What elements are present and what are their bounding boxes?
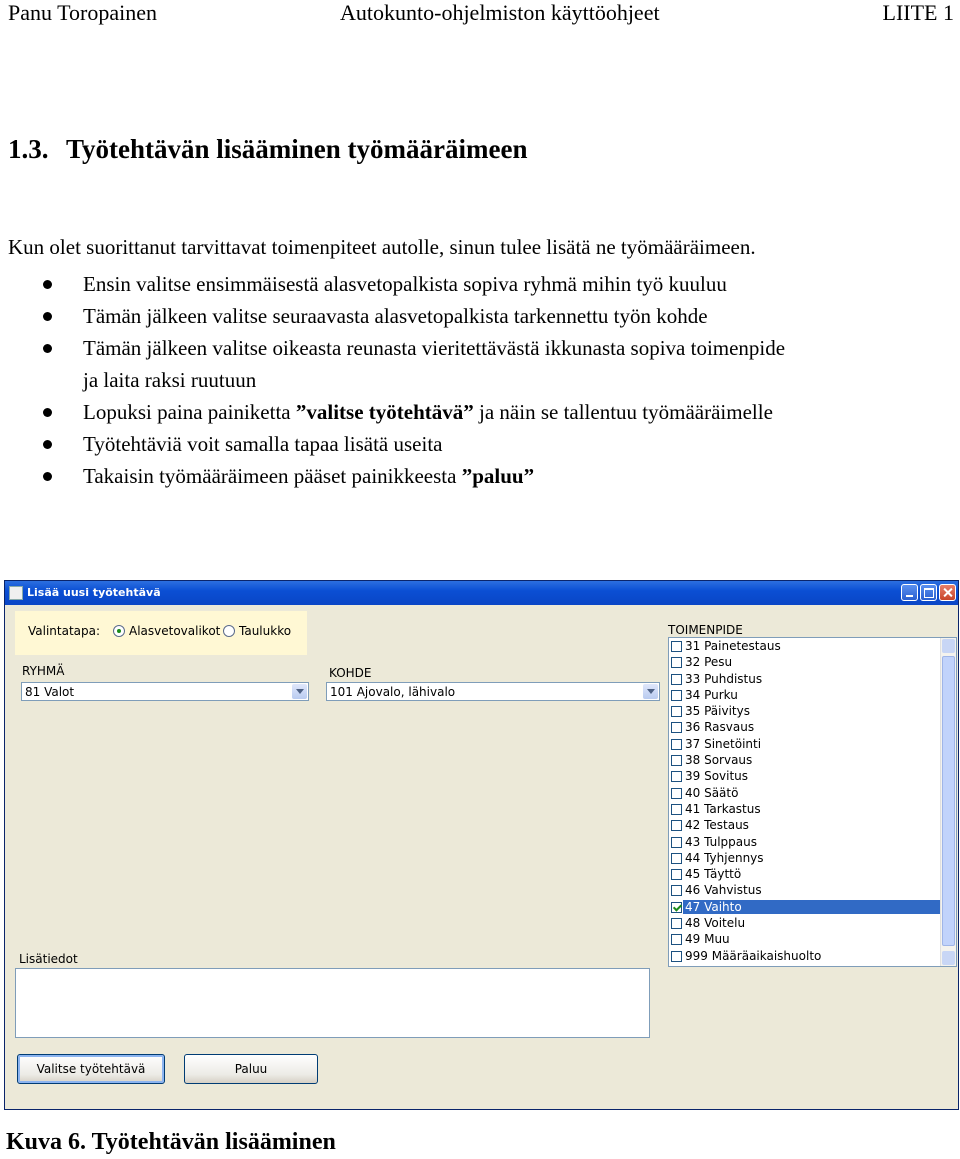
list-item: Ensin valitse ensimmäisestä alasvetopalkista sopiva ryhmä mihin työ kuuluu bbox=[0, 268, 960, 300]
list-item-label: 35 Päivitys bbox=[685, 704, 750, 719]
radio-dropdowns[interactable]: Alasvetovalikot bbox=[113, 624, 220, 638]
list-item-label: 44 Tyhjennys bbox=[685, 850, 764, 865]
list-item: Tämän jälkeen valitse seuraavasta alasvetopalkista tarkennettu työn kohde bbox=[0, 300, 960, 332]
target-label: KOHDE bbox=[329, 666, 372, 680]
scroll-down-icon[interactable] bbox=[942, 951, 955, 965]
list-item[interactable] bbox=[669, 687, 940, 703]
notes-textarea[interactable] bbox=[15, 968, 650, 1038]
window-titlebar[interactable] bbox=[5, 581, 958, 605]
list-item-label: 41 Tarkastus bbox=[685, 801, 761, 816]
list-item[interactable] bbox=[669, 866, 940, 882]
app-icon bbox=[9, 586, 23, 600]
list-item[interactable] bbox=[669, 719, 940, 735]
list-item-label: 38 Sorvaus bbox=[685, 753, 753, 768]
action-items bbox=[669, 638, 940, 964]
checkbox-icon[interactable] bbox=[671, 869, 682, 880]
list-item-label: 46 Vahvistus bbox=[685, 883, 762, 898]
checkbox-icon[interactable] bbox=[671, 722, 682, 733]
selection-mode-panel bbox=[15, 611, 307, 655]
bullet-icon bbox=[43, 280, 52, 289]
list-item[interactable] bbox=[669, 638, 940, 654]
checkbox-icon[interactable] bbox=[671, 853, 682, 864]
list-item-label: 34 Purku bbox=[685, 687, 738, 702]
checkbox-icon[interactable] bbox=[671, 885, 682, 896]
list-item: Lopuksi paina painiketta ”valitse työtehtävä” ja näin se tallentuu työmääräimelle bbox=[0, 396, 960, 428]
list-item[interactable] bbox=[669, 703, 940, 719]
document-header bbox=[8, 0, 954, 26]
list-item[interactable] bbox=[669, 752, 940, 768]
list-item-label: 31 Painetestaus bbox=[685, 639, 781, 653]
list-item-label: 36 Rasvaus bbox=[685, 720, 755, 735]
checkbox-icon[interactable] bbox=[671, 820, 682, 831]
vertical-scrollbar[interactable] bbox=[940, 638, 956, 966]
list-item-label: 40 Säätö bbox=[685, 785, 739, 800]
checkbox-icon[interactable] bbox=[671, 951, 682, 962]
list-item-label: 48 Voitelu bbox=[685, 916, 746, 931]
checkbox-icon[interactable] bbox=[671, 918, 682, 929]
list-item[interactable] bbox=[669, 850, 940, 866]
window-title: Lisää uusi työtehtävä bbox=[27, 586, 161, 599]
group-select[interactable]: 81 Valot bbox=[21, 682, 309, 701]
list-item-label: 999 Määräaikaishuolto bbox=[685, 948, 822, 963]
checkbox-icon[interactable] bbox=[671, 788, 682, 799]
checkbox-icon[interactable] bbox=[671, 739, 682, 750]
checkbox-icon[interactable] bbox=[671, 771, 682, 782]
list-item[interactable] bbox=[669, 785, 940, 801]
group-label: RYHMÄ bbox=[22, 664, 65, 678]
list-item[interactable] bbox=[669, 768, 940, 784]
list-item[interactable] bbox=[669, 671, 940, 687]
list-item: Työtehtäviä voit samalla tapaa lisätä useita bbox=[0, 428, 960, 460]
list-item[interactable] bbox=[669, 899, 940, 915]
bullet-icon bbox=[43, 408, 52, 417]
radio-selected-icon[interactable] bbox=[113, 625, 125, 637]
list-item-label: 42 Testaus bbox=[685, 818, 749, 833]
header-author: Panu Toropainen bbox=[8, 0, 157, 25]
list-item[interactable] bbox=[669, 736, 940, 752]
list-item-label: 33 Puhdistus bbox=[685, 671, 763, 686]
add-task-window bbox=[4, 580, 959, 1110]
bullet-icon bbox=[43, 440, 52, 449]
list-item-label: 45 Täyttö bbox=[685, 867, 742, 882]
minimize-icon[interactable] bbox=[901, 584, 918, 601]
action-label: TOIMENPIDE bbox=[668, 623, 743, 637]
figure-caption: Kuva 6. Työtehtävän lisääminen bbox=[6, 1129, 336, 1155]
selection-mode-label: Valintatapa: bbox=[28, 624, 101, 638]
list-item[interactable] bbox=[669, 834, 940, 850]
bullet-icon bbox=[43, 344, 52, 353]
maximize-icon[interactable] bbox=[920, 584, 937, 601]
intro-paragraph: Kun olet suorittanut tarvittavat toimenpiteet autolle, sinun tulee lisätä ne työmääräimeen. bbox=[8, 235, 756, 259]
chevron-down-icon[interactable] bbox=[292, 684, 307, 699]
list-item[interactable] bbox=[669, 817, 940, 833]
list-item[interactable] bbox=[669, 654, 940, 670]
list-item-label: 39 Sovitus bbox=[685, 769, 749, 784]
list-item[interactable] bbox=[669, 882, 940, 898]
checkbox-icon[interactable] bbox=[671, 690, 682, 701]
list-item-label: 47 Vaihto bbox=[683, 900, 942, 914]
checkbox-icon[interactable] bbox=[671, 706, 682, 717]
select-task-button[interactable]: Valitse työtehtävä bbox=[17, 1054, 165, 1084]
checkbox-icon[interactable] bbox=[671, 934, 682, 945]
list-item: Takaisin työmääräimeen pääset painikkeesta ”paluu” bbox=[0, 460, 960, 492]
checkbox-checked-icon[interactable] bbox=[671, 902, 682, 913]
chevron-down-icon[interactable] bbox=[643, 684, 658, 699]
list-item-label: 37 Sinetöinti bbox=[685, 736, 762, 751]
header-doc-title: Autokunto-ohjelmiston käyttöohjeet bbox=[340, 0, 660, 25]
list-item[interactable] bbox=[669, 948, 940, 964]
list-item[interactable] bbox=[669, 931, 940, 947]
bullet-icon bbox=[43, 312, 52, 321]
checkbox-icon[interactable] bbox=[671, 641, 682, 652]
target-select[interactable]: 101 Ajovalo, lähivalo bbox=[326, 682, 660, 701]
checkbox-icon[interactable] bbox=[671, 674, 682, 685]
radio-table[interactable]: Taulukko bbox=[223, 624, 291, 638]
close-icon[interactable] bbox=[939, 584, 956, 601]
list-item-label: 43 Tulppaus bbox=[685, 834, 757, 849]
back-button[interactable]: Paluu bbox=[184, 1054, 318, 1084]
bullet-icon bbox=[43, 472, 52, 481]
section-title-text: Työtehtävän lisääminen työmääräimeen bbox=[66, 134, 528, 164]
section-title bbox=[8, 134, 527, 165]
scroll-up-icon[interactable] bbox=[942, 639, 955, 653]
checkbox-icon[interactable] bbox=[671, 837, 682, 848]
checkbox-icon[interactable] bbox=[671, 804, 682, 815]
list-item: Tämän jälkeen valitse oikeasta reunasta vieritettävästä ikkunasta sopiva toimenpide ja laita raksi ruutuun bbox=[0, 332, 960, 396]
list-item-label: 49 Muu bbox=[685, 932, 730, 947]
list-item[interactable] bbox=[669, 801, 940, 817]
checkbox-icon[interactable] bbox=[671, 755, 682, 766]
radio-empty-icon[interactable] bbox=[223, 625, 235, 637]
action-checklist[interactable] bbox=[668, 637, 957, 967]
header-appendix: LIITE 1 bbox=[882, 0, 954, 25]
instruction-list bbox=[0, 268, 960, 492]
section-number: 1.3. bbox=[8, 134, 49, 164]
checkbox-icon[interactable] bbox=[671, 657, 682, 668]
notes-label: Lisätiedot bbox=[19, 952, 78, 966]
list-item[interactable] bbox=[669, 915, 940, 931]
scroll-thumb[interactable] bbox=[942, 656, 955, 946]
list-item-label: 32 Pesu bbox=[685, 655, 733, 670]
